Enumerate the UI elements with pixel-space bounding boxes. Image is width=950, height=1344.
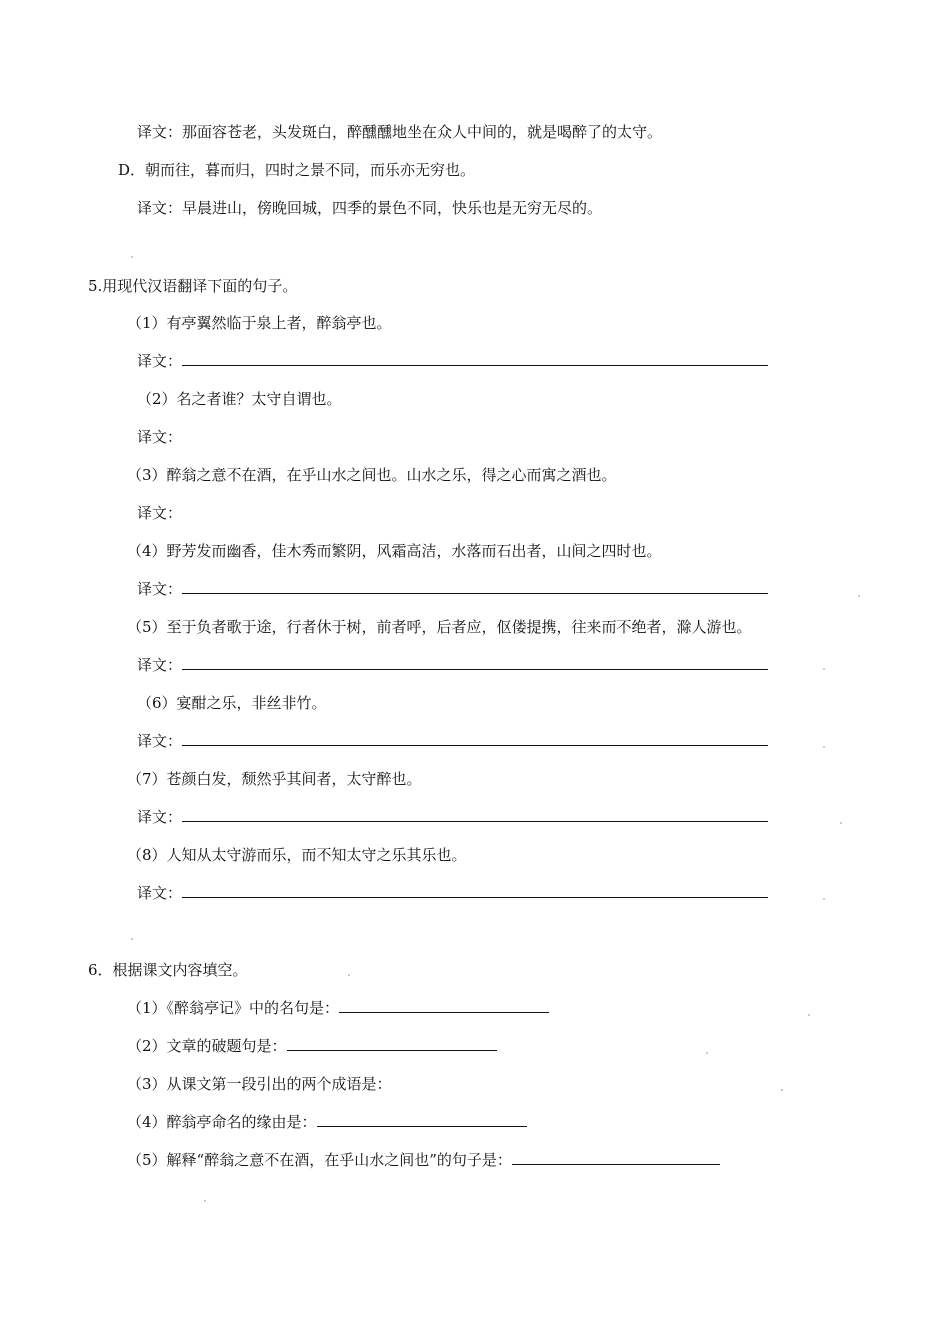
- q6-item-2-text: （2）文章的破题句是：: [127, 1037, 287, 1055]
- q5-answer-2: [137, 427, 352, 447]
- q6-item-2: [127, 1036, 497, 1056]
- q5-item-8: （8）人知从太守游而乐，而不知太守之乐其乐也。: [127, 846, 467, 864]
- q6-item-3-text: （3）从课文第一段引出的两个成语是：: [127, 1075, 392, 1093]
- scan-speck: [823, 746, 825, 748]
- q5-answer-4: [137, 579, 768, 599]
- answer-label: 译文：: [137, 884, 183, 902]
- q5-answer-5: [137, 655, 768, 675]
- translation-d: 译文：早晨进山，傍晚回城，四季的景色不同，快乐也是无穷无尽的。: [137, 199, 603, 217]
- q5-answer-7: [137, 807, 768, 827]
- answer-label: 译文：: [137, 352, 183, 370]
- q6-item-5: [127, 1150, 720, 1170]
- q5-answer-8: [137, 883, 768, 903]
- scan-speck: [858, 595, 860, 597]
- answer-blank-6[interactable]: [182, 731, 768, 746]
- scan-speck: [204, 1200, 206, 1202]
- scan-speck: [348, 974, 350, 976]
- fill-blank-2[interactable]: [287, 1036, 497, 1051]
- q6-item-4-text: （4）醉翁亭命名的缘由是：: [127, 1113, 317, 1131]
- q6-item-4: [127, 1112, 527, 1132]
- question-5-title: 5.用现代汉语翻译下面的句子。: [88, 277, 298, 295]
- answer-blank-7[interactable]: [182, 807, 768, 822]
- q5-item-5: （5）至于负者歌于途，行者休于树，前者呼，后者应，伛偻提携，往来而不绝者，滁人游也。: [127, 618, 752, 636]
- scan-speck: [840, 822, 842, 824]
- answer-label: 译文：: [137, 808, 183, 826]
- q5-item-6: （6）宴酣之乐，非丝非竹。: [137, 694, 327, 712]
- scan-speck: [808, 1014, 810, 1016]
- fill-blank-1[interactable]: [339, 998, 549, 1013]
- scan-speck: [823, 898, 825, 900]
- answer-label: 译文：: [137, 580, 183, 598]
- q5-item-3: （3）醉翁之意不在酒，在乎山水之间也。山水之乐，得之心而寓之酒也。: [127, 466, 617, 484]
- answer-label: 译文：: [137, 732, 183, 750]
- q5-answer-6: [137, 731, 768, 751]
- q6-item-3: [127, 1074, 392, 1094]
- scan-speck: [706, 1052, 708, 1054]
- q6-item-5-text: （5）解释“醉翁之意不在酒，在乎山水之间也”的句子是：: [127, 1151, 512, 1169]
- answer-blank-8[interactable]: [182, 883, 768, 898]
- q5-answer-1: [137, 351, 768, 371]
- scan-speck: [781, 1089, 783, 1091]
- q5-item-2: （2）名之者谁？太守自谓也。: [137, 390, 342, 408]
- option-d: D．朝而往，暮而归，四时之景不同，而乐亦无穷也。: [118, 161, 476, 179]
- scan-speck: [131, 938, 133, 940]
- scan-speck: [823, 668, 825, 670]
- answer-label: 译文：: [137, 504, 183, 522]
- q5-item-1: （1）有亭翼然临于泉上者，醉翁亭也。: [127, 314, 392, 332]
- question-6-title: 6．根据课文内容填空。: [88, 961, 248, 979]
- answer-blank-4[interactable]: [182, 579, 768, 594]
- q5-item-7: （7）苍颜白发，颓然乎其间者，太守醉也。: [127, 770, 422, 788]
- answer-blank-5[interactable]: [182, 655, 768, 670]
- q5-item-4: （4）野芳发而幽香，佳木秀而繁阴，风霜高洁，水落而石出者，山间之四时也。: [127, 542, 662, 560]
- q6-item-1: [127, 998, 549, 1018]
- q6-item-1-text: （1）《醉翁亭记》中的名句是：: [127, 999, 340, 1017]
- scan-speck: [131, 256, 133, 258]
- answer-label: 译文：: [137, 656, 183, 674]
- fill-blank-5[interactable]: [512, 1150, 720, 1165]
- answer-blank-1[interactable]: [182, 351, 768, 366]
- fill-blank-4[interactable]: [317, 1112, 527, 1127]
- answer-label: 译文：: [137, 428, 183, 446]
- translation-c: 译文：那面容苍老，头发斑白，醉醺醺地坐在众人中间的，就是喝醉了的太守。: [137, 123, 663, 141]
- q5-answer-3: [137, 503, 302, 523]
